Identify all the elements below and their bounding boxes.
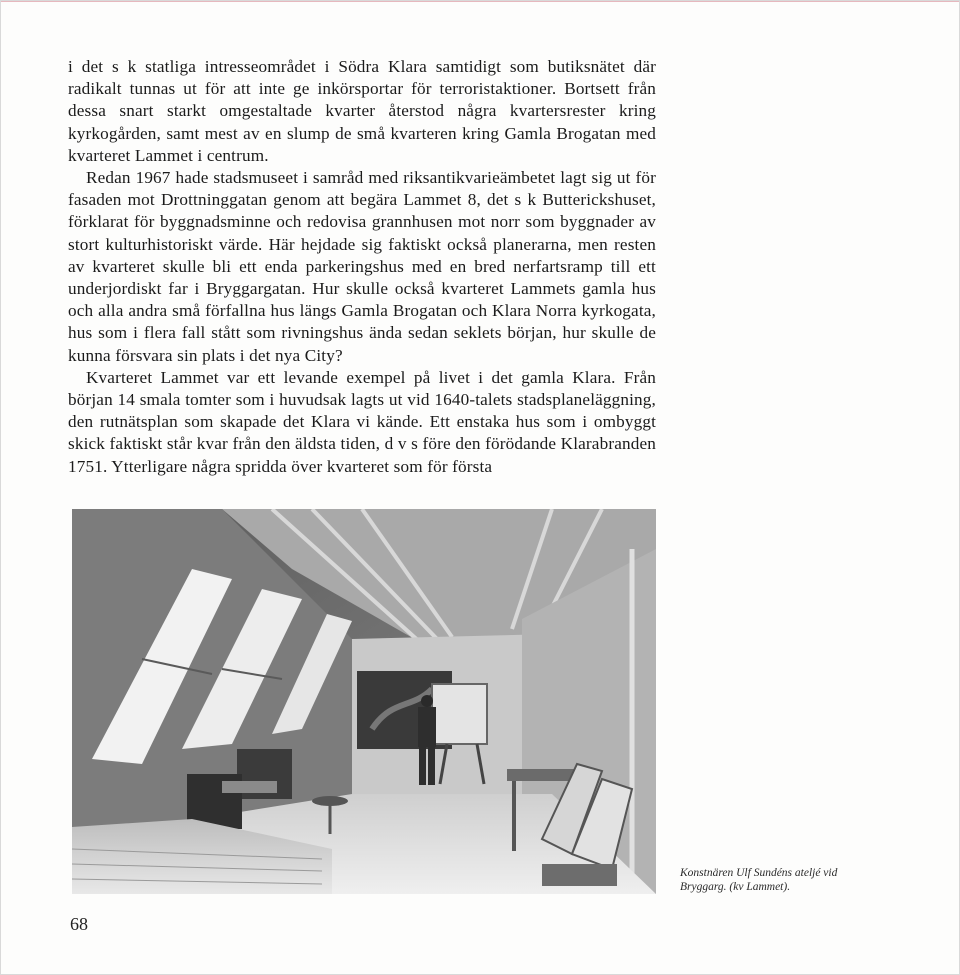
studio-photograph [72, 509, 656, 894]
caption-line-1: Konstnären Ulf Sundéns ateljé vid [680, 867, 838, 879]
paragraph-1: i det s k statliga intresseområdet i Södra Klara samtidigt som butiksnätet där radikalt tunnas ut för att inte ge inkörsportar för terroristaktioner. Bortsett från dessa snart starkt omgestaltade kvarter återstod några kvartersrester kring kyrkogården, samt mest av en slump de små kvarteren kring Gamla Brogatan med kvarteret Lammet i centrum. [68, 57, 656, 165]
photo-caption [680, 866, 880, 894]
paragraph-3: Kvarteret Lammet var ett levande exempel på livet i det gamla Klara. Från början 14 smala tomter som i huvudsak lagts ut vid 1640-talets stadsplaneläggning, den rutnätsplan som skapade det Klara vi kände. Ett enstaka hus som i ombyggt skick faktiskt står kvar från den äldsta tiden, d v s före den förödande Klarabranden 1751. Ytterligare några spridda över kvarteret som för första [68, 367, 656, 476]
body-text [68, 56, 656, 478]
page-number: 68 [70, 914, 88, 934]
studio-photo-illustration [72, 509, 656, 894]
paragraph-2: Redan 1967 hade stadsmuseet i samråd med riksantikvarieämbetet lagt sig ut för fasaden mot Drottninggatan genom att begära Lammet 8, det s k Butterickshuset, förklarat för byggnadsminne och redovisa grannhusen mot norr som byggnader av stort kulturhistoriskt värde. Här hejdade sig faktiskt också planerarna, men resten av kvarteret skulle bli ett enda parkeringshus med en bred nerfartsramp till ett underjordiskt far i Bryggargatan. Hur skulle också kvarteret Lammets gamla hus och alla andra små förfallna hus längs Gamla Brogatan och Klara Norra kyrkogata, hus som i flera fall stått som rivningshus ända sedan seklets början, hur skulle de kunna försvara sin plats i det nya City? [68, 168, 656, 365]
caption-line-2: Bryggarg. (kv Lammet). [680, 881, 791, 893]
